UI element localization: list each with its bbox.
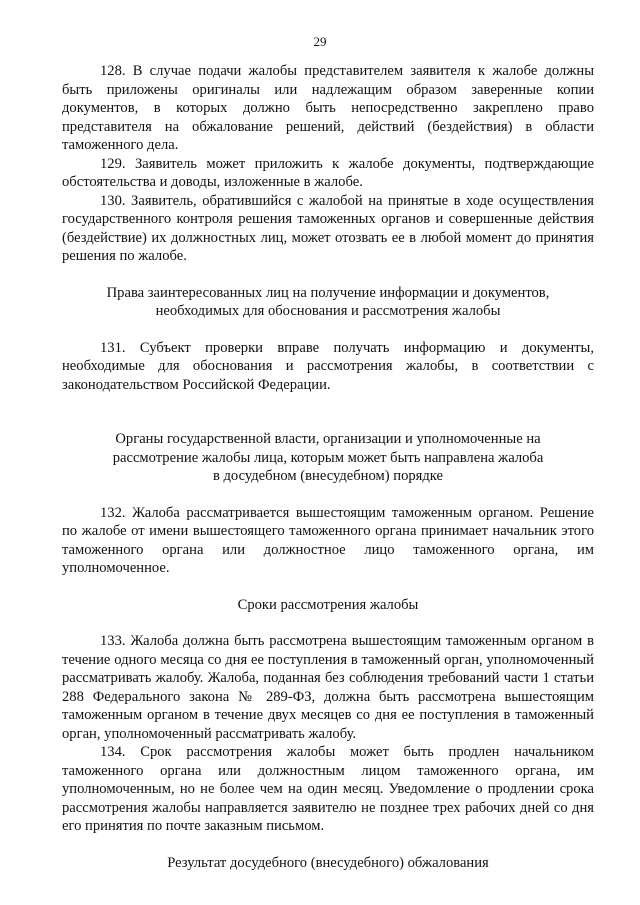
heading-line: в досудебном (внесудебном) порядке [212, 468, 444, 484]
spacer [62, 266, 594, 284]
section-heading-rights [62, 284, 594, 321]
section-heading-bodies [62, 430, 594, 486]
heading-line: рассмотрение жалобы лица, которым может быть направлена жалоба [112, 449, 544, 466]
paragraph-129: 129. Заявитель может приложить к жалобе документы, подтверждающие обстоятельства и доводы, изложенные в жалобе. [62, 155, 594, 190]
heading-line: необходимых для обоснования и рассмотрения жалобы [155, 303, 501, 319]
paragraph-130: 130. Заявитель, обратившийся с жалобой на принятые в ходе осуществления государственного контроля решения таможенных органов и совершенные действия (бездействие) их должностных лиц, может отозвать ее в любой момент до принятия решения по жалобе. [62, 192, 594, 264]
page-number: 29 [313, 34, 327, 49]
heading-line: Органы государственной власти, организации и уполномоченные на [115, 431, 541, 447]
paragraph-133: 133. Жалоба должна быть рассмотрена вышестоящим таможенным органом в течение одного месяца со дня ее поступления в таможенный орган, уполномоченный рассматривать жалобу. Жалоба, поданная без соблюдения требований части 1 статьи 288 Федерального закона № 289-ФЗ, должна быть рассмотрена вышестоящим таможенным органом в течение двух месяцев со дня ее поступления в таможенный орган, уполномоченный рассматривать жалобу. [62, 633, 594, 742]
heading-line: Права заинтересованных лиц на получение информации и документов, [106, 284, 550, 301]
spacer [62, 578, 594, 596]
document-body [62, 62, 594, 872]
paragraph-134: 134. Срок рассмотрения жалобы может быть продлен начальником таможенного органа или должностным лицом таможенного органа, им уполномоченным, но не более чем на один месяц. Уведомление о продлении срока рассмотрения жалобы направляется заявителю не позднее трех рабочих дней со дня его принятия по почте заказным письмом. [62, 744, 594, 834]
section-heading-result: Результат досудебного (внесудебного) обжалования [167, 854, 489, 871]
paragraph-128: 128. В случае подачи жалобы представителем заявителя к жалобе должны быть приложены оригиналы или надлежащим образом заверенные копии документов, в которых должно быть непосредственно закреплено право представителя на обжалование решений, действий (бездействия) в области таможенного дела. [62, 63, 594, 153]
spacer [62, 321, 594, 339]
spacer [62, 836, 594, 854]
paragraph-132: 132. Жалоба рассматривается вышестоящим таможенным органом. Решение по жалобе от имени вышестоящего таможенного органа принимает начальник этого таможенного органа или должностное лицо таможенного органа, им уполномоченное. [62, 504, 594, 576]
spacer [62, 614, 594, 632]
spacer [62, 486, 594, 504]
section-heading-terms: Сроки рассмотрения жалобы [237, 596, 419, 613]
spacer [62, 394, 594, 430]
paragraph-131: 131. Субъект проверки вправе получать информацию и документы, необходимые для обоснования и рассмотрения жалобы, в соответствии с законодательством Российской Федерации. [62, 339, 594, 393]
